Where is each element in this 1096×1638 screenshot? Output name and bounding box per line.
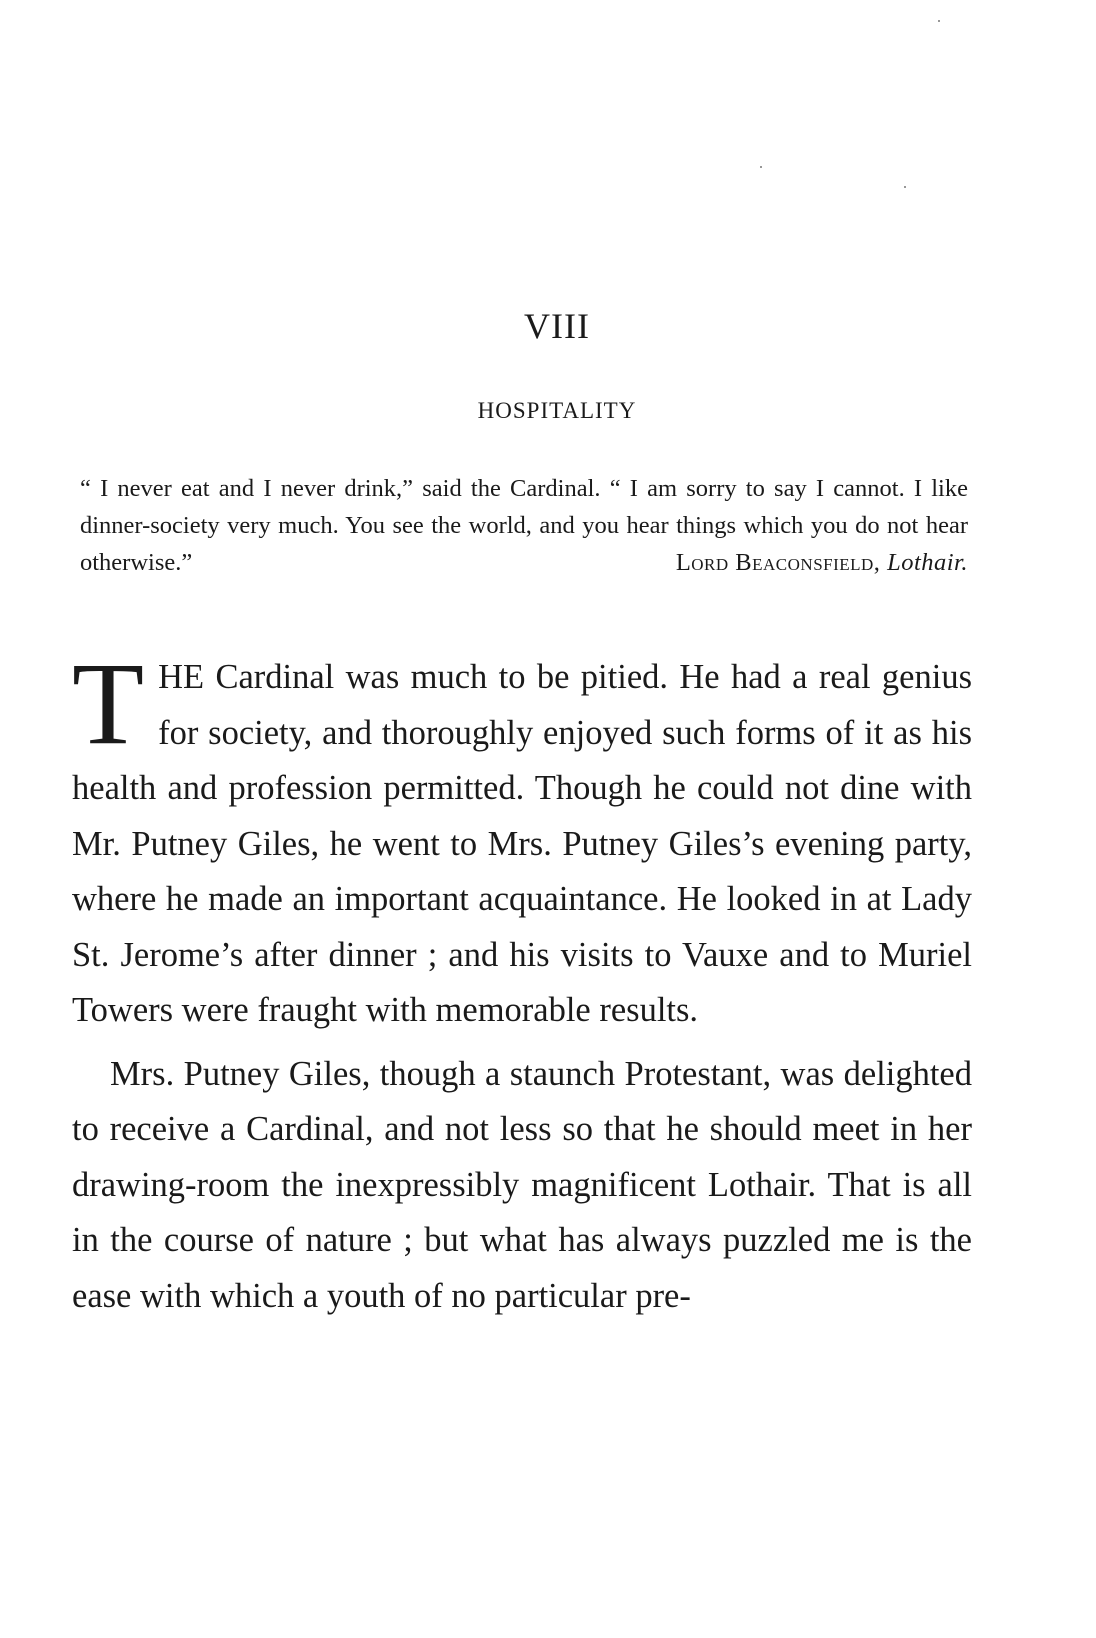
epigraph-quote: “ I never eat and I never drink,” said the Cardinal. “ I am sorry to say I cannot. I like dinner-society very much. You see the world, and you hear things which you do not hear otherwise.” — [80, 475, 968, 576]
chapter-number: VIII — [524, 306, 590, 346]
epigraph-author: Lord Beaconsfield, — [675, 549, 881, 576]
page-speck — [760, 166, 762, 168]
chapter-title: HOSPITALITY — [477, 398, 637, 423]
epigraph-work: Lothair. — [887, 549, 968, 576]
drop-cap: T — [72, 638, 145, 769]
paragraph-1-text: HE Cardinal was much to be pitied. He had a real genius for society, and thoroughly enjoyed such forms of it as his health and profession permitted. Though he could not dine with Mr. Putney Giles, he went to Mrs. Putney Giles’s evening party, where he made an important acquaintance. He looked in at Lady St. Jerome’s after dinner ; and his visits to Vauxe and to Muriel Towers were fraught with memorable results. — [72, 658, 972, 1029]
page-speck — [938, 20, 940, 22]
body-text — [72, 638, 972, 1324]
page-speck — [904, 186, 906, 188]
epigraph-attribution — [676, 544, 968, 581]
epigraph — [80, 470, 968, 581]
paragraph-2: Mrs. Putney Giles, though a staunch Protestant, was delighted to receive a Cardinal, and not less so that he should meet in her drawing-room the inexpressibly magnificent Lothair. That is all in the course of nature ; but what has always puzzled me is the ease with which a youth of no particular pre- — [72, 1054, 972, 1315]
paragraph-1 — [72, 638, 972, 1039]
